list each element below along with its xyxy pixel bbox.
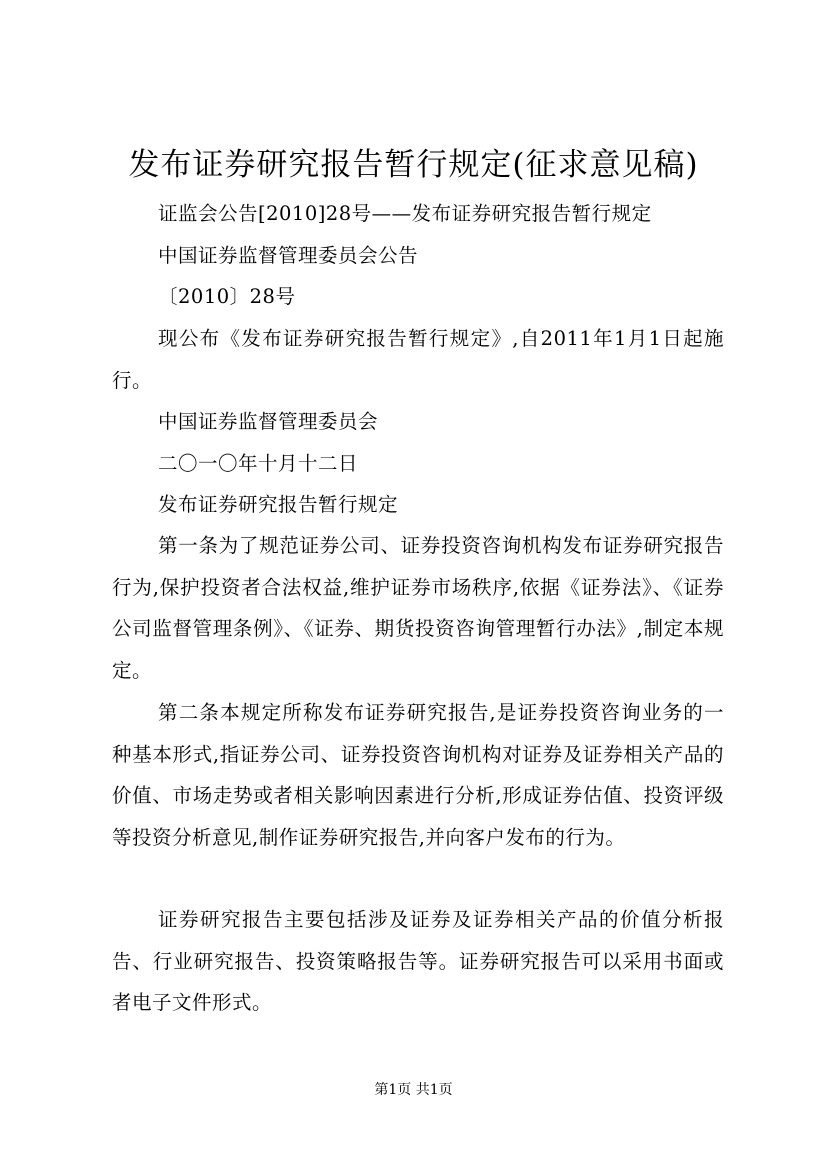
issuer-line: 中国证券监督管理委员会公告 <box>158 244 419 267</box>
signature-date: 二〇一〇年十月十二日 <box>158 452 359 475</box>
announcement-paragraph: 现公布《发布证券研究报告暂行规定》,自2011年1月1日起施行。 <box>112 327 724 392</box>
article-1-paragraph: 第一条为了规范证券公司、证券投资咨询机构发布证券研究报告行为,保护投资者合法权益,维护证券市场秩序,依据《证券法》、《证券公司监督管理条例》、《证券、期货投资咨询管理暂行办法》,制定本规定。 <box>112 534 724 682</box>
document-title: 发布证券研究报告暂行规定(征求意见稿) <box>128 147 699 183</box>
page-indicator: 第1页 共1页 <box>374 1082 453 1098</box>
regulation-title: 发布证券研究报告暂行规定 <box>158 493 399 516</box>
announcement-number: 〔2010〕28号 <box>158 285 296 308</box>
article-2-paragraph: 第二条本规定所称发布证券研究报告,是证券投资咨询业务的一种基本形式,指证券公司、证券投资咨询机构对证券及证券相关产品的价值、市场走势或者相关影响因素进行分析,形成证券估值、投资评级等投资分析意见,制作证券研究报告,并向客户发布的行为。 <box>112 701 724 849</box>
document-subtitle: 证监会公告[2010]28号——发布证券研究报告暂行规定 <box>158 202 652 225</box>
signature-organization: 中国证券监督管理委员会 <box>158 410 379 433</box>
article-2-note-paragraph: 证券研究报告主要包括涉及证券及证券相关产品的价值分析报告、行业研究报告、投资策略报告等。证券研究报告可以采用书面或者电子文件形式。 <box>112 908 724 1014</box>
